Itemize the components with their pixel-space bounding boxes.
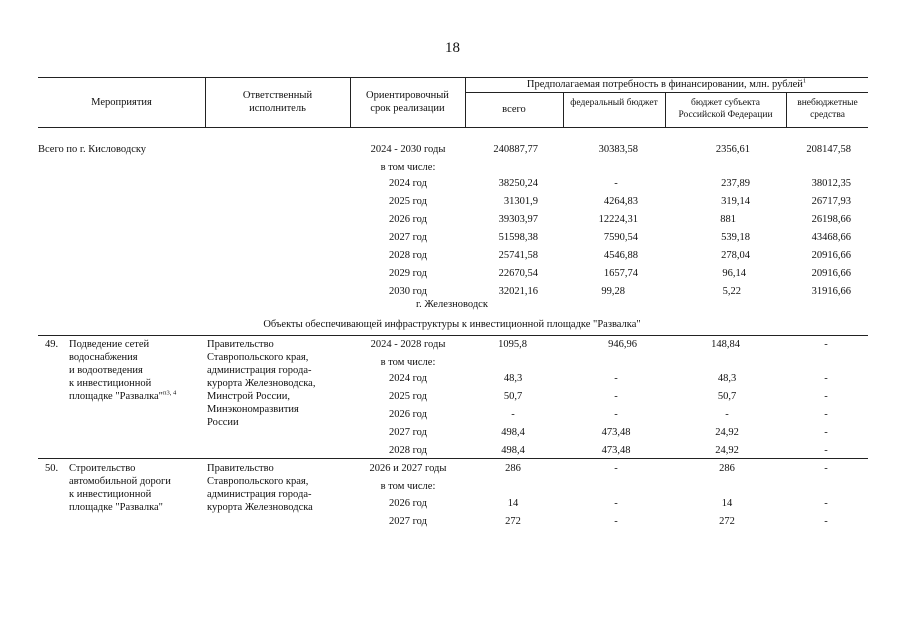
cell-subject: 539,18 (721, 232, 750, 243)
cell-subject: 96,14 (722, 268, 746, 279)
cell-total: 498,4 (501, 427, 525, 438)
executor-line: курорта Железноводска, (207, 378, 316, 389)
cell-subject: 50,7 (717, 391, 737, 402)
cell-federal: 7590,54 (603, 232, 638, 243)
cell-total: 31301,9 (503, 196, 538, 207)
executor-line: Правительство (207, 339, 274, 350)
cell-extra: - (824, 498, 828, 509)
description-line: Строительство (69, 463, 136, 474)
cell-period: 2027 год (389, 232, 427, 243)
cell-subject: 48,3 (717, 373, 737, 384)
cell-period: 2027 год (389, 427, 427, 438)
cell-period: 2024 год (389, 178, 427, 189)
cell-total: 286 (505, 463, 521, 474)
header-sub-federal: федеральный бюджет (570, 98, 658, 108)
section-divider (38, 335, 868, 336)
cell-subject: - (725, 409, 729, 420)
header-divider (665, 92, 666, 127)
header-subgrid-border (465, 92, 868, 93)
cell-federal: - (614, 516, 618, 527)
cell-extra: - (824, 516, 828, 527)
description-line: водоснабжения (69, 352, 138, 363)
item-number: 50. (45, 463, 59, 474)
cell-period: 2025 год (389, 391, 427, 402)
item-description (69, 338, 176, 403)
cell-extra: 31916,66 (811, 286, 851, 297)
header-sub-subject: бюджет субъекта Российской Федерации (678, 98, 773, 120)
description-line: Подведение сетей (69, 339, 150, 350)
cell-period: 2026 год (389, 409, 427, 420)
cell-extra: 20916,66 (811, 268, 851, 279)
cell-total: 39303,97 (498, 214, 538, 225)
cell-extra: 26717,93 (811, 196, 851, 207)
incl-label: в том числе: (380, 481, 436, 492)
cell-federal: 12224,31 (598, 214, 638, 225)
header-divider (205, 77, 206, 127)
cell-federal: 99,28 (601, 286, 625, 297)
executor-line: России (207, 417, 239, 428)
header-divider (563, 92, 564, 127)
header-financing-footnote: 1 (802, 77, 807, 85)
cell-federal: 473,48 (601, 427, 631, 438)
cell-period: 2026 год (389, 498, 427, 509)
cell-subject: 319,14 (721, 196, 750, 207)
item-number: 49. (45, 339, 59, 350)
header-divider (350, 77, 351, 127)
executor-line: Минэкономразвития (207, 404, 299, 415)
cell-period: 2024 - 2030 годы (370, 144, 446, 155)
cell-total: 50,7 (503, 391, 523, 402)
executor-line: курорта Железноводска (207, 502, 313, 513)
cell-total: 498,4 (501, 445, 525, 456)
cell-total: 272 (505, 516, 521, 527)
executor-line: Ставропольского края, (207, 352, 309, 363)
cell-period: 2029 год (389, 268, 427, 279)
executor-line: Правительство (207, 463, 274, 474)
description-line: к инвестиционной (69, 489, 152, 500)
cell-extra: 20916,66 (811, 250, 851, 261)
cell-extra: - (824, 409, 828, 420)
item-executor (207, 338, 315, 429)
cell-subject: 2356,61 (715, 144, 750, 155)
executor-line: Ставропольского края, (207, 476, 309, 487)
cell-period: 2028 год (389, 250, 427, 261)
footnote-mark: п3, 4 (162, 389, 177, 397)
incl-label: в том числе: (380, 162, 436, 173)
cell-subject: 286 (719, 463, 735, 474)
cell-total: 38250,24 (498, 178, 538, 189)
header-col-measures: Мероприятия (91, 97, 152, 108)
cell-federal: 4546,88 (603, 250, 638, 261)
cell-period: 2026 и 2027 годы (369, 463, 447, 474)
header-col-period: Ориентировочный срок реализации (366, 90, 449, 114)
cell-extra: - (824, 427, 828, 438)
cell-total: 48,3 (503, 373, 523, 384)
cell-subject: 24,92 (715, 427, 739, 438)
description-line (69, 390, 176, 403)
cell-federal: 473,48 (601, 445, 631, 456)
description-line: площадке "Развалка" (69, 502, 163, 513)
cell-federal: 1657,74 (603, 268, 638, 279)
header-sub-total: всего (502, 104, 526, 115)
description-line: автомобильной дороги (69, 476, 171, 487)
cell-subject: 148,84 (711, 339, 740, 350)
header-bottom-border (38, 127, 868, 128)
cell-extra: - (824, 391, 828, 402)
cell-total: 22670,54 (498, 268, 538, 279)
cell-federal: - (614, 373, 618, 384)
cell-total: 1095,8 (498, 339, 527, 350)
cell-extra: - (824, 373, 828, 384)
cell-period: 2028 год (389, 445, 427, 456)
cell-federal: - (614, 409, 618, 420)
section-heading: Объекты обеспечивающей инфраструктуры к инвестиционной площадке "Развалка" (263, 319, 641, 330)
cell-period: 2030 год (389, 286, 427, 297)
cell-federal: - (614, 463, 618, 474)
cell-subject: 5,22 (722, 286, 741, 297)
cell-extra: 208147,58 (806, 144, 851, 155)
description-line: к инвестиционной (69, 378, 152, 389)
cell-subject: 881 (720, 214, 736, 225)
item-description (69, 462, 171, 514)
cell-subject: 24,92 (715, 445, 739, 456)
header-financing (465, 78, 868, 91)
cell-total: 25741,58 (498, 250, 538, 261)
cell-subject: 278,04 (721, 250, 750, 261)
description-line: и водоотведения (69, 365, 143, 376)
cell-period: 2026 год (389, 214, 427, 225)
city-heading: г. Железноводск (416, 299, 488, 310)
cell-total: 51598,38 (498, 232, 538, 243)
cell-federal: - (614, 391, 618, 402)
cell-subject: 272 (719, 516, 735, 527)
cell-federal: 4264,83 (603, 196, 638, 207)
cell-subject: 237,89 (721, 178, 750, 189)
cell-period: 2024 год (389, 373, 427, 384)
cell-extra: - (824, 445, 828, 456)
description-text: площадке "Развалка" (69, 391, 163, 402)
executor-line: администрация города- (207, 365, 312, 376)
cell-total: 240887,77 (493, 144, 538, 155)
cell-extra: 38012,35 (811, 178, 851, 189)
cell-period: 2024 - 2028 годы (370, 339, 446, 350)
incl-label: в том числе: (380, 357, 436, 368)
cell-extra: 26198,66 (811, 214, 851, 225)
cell-total: 32021,16 (498, 286, 538, 297)
cell-extra: - (824, 339, 828, 350)
cell-federal: - (614, 498, 618, 509)
cell-federal: 30383,58 (598, 144, 638, 155)
item-divider (38, 458, 868, 459)
cell-extra: 43468,66 (811, 232, 851, 243)
header-col-executor: Ответственный исполнитель (242, 90, 313, 114)
cell-total: - (511, 409, 515, 420)
cell-period: 2027 год (389, 516, 427, 527)
cell-federal: - (614, 178, 618, 189)
executor-line: администрация города- (207, 489, 312, 500)
kislovodsk-label: Всего по г. Кисловодску (38, 144, 147, 155)
page-number: 18 (445, 40, 460, 56)
cell-extra: - (824, 463, 828, 474)
cell-subject: 14 (721, 498, 733, 509)
cell-period: 2025 год (389, 196, 427, 207)
cell-federal: 946,96 (608, 339, 637, 350)
cell-total: 14 (507, 498, 519, 509)
header-sub-extra: внебюджетные средства (797, 98, 858, 120)
executor-line: Минстрой России, (207, 391, 290, 402)
item-executor (207, 462, 313, 514)
header-financing-label: Предполагаемая потребность в финансировании, млн. рублей (526, 79, 803, 90)
